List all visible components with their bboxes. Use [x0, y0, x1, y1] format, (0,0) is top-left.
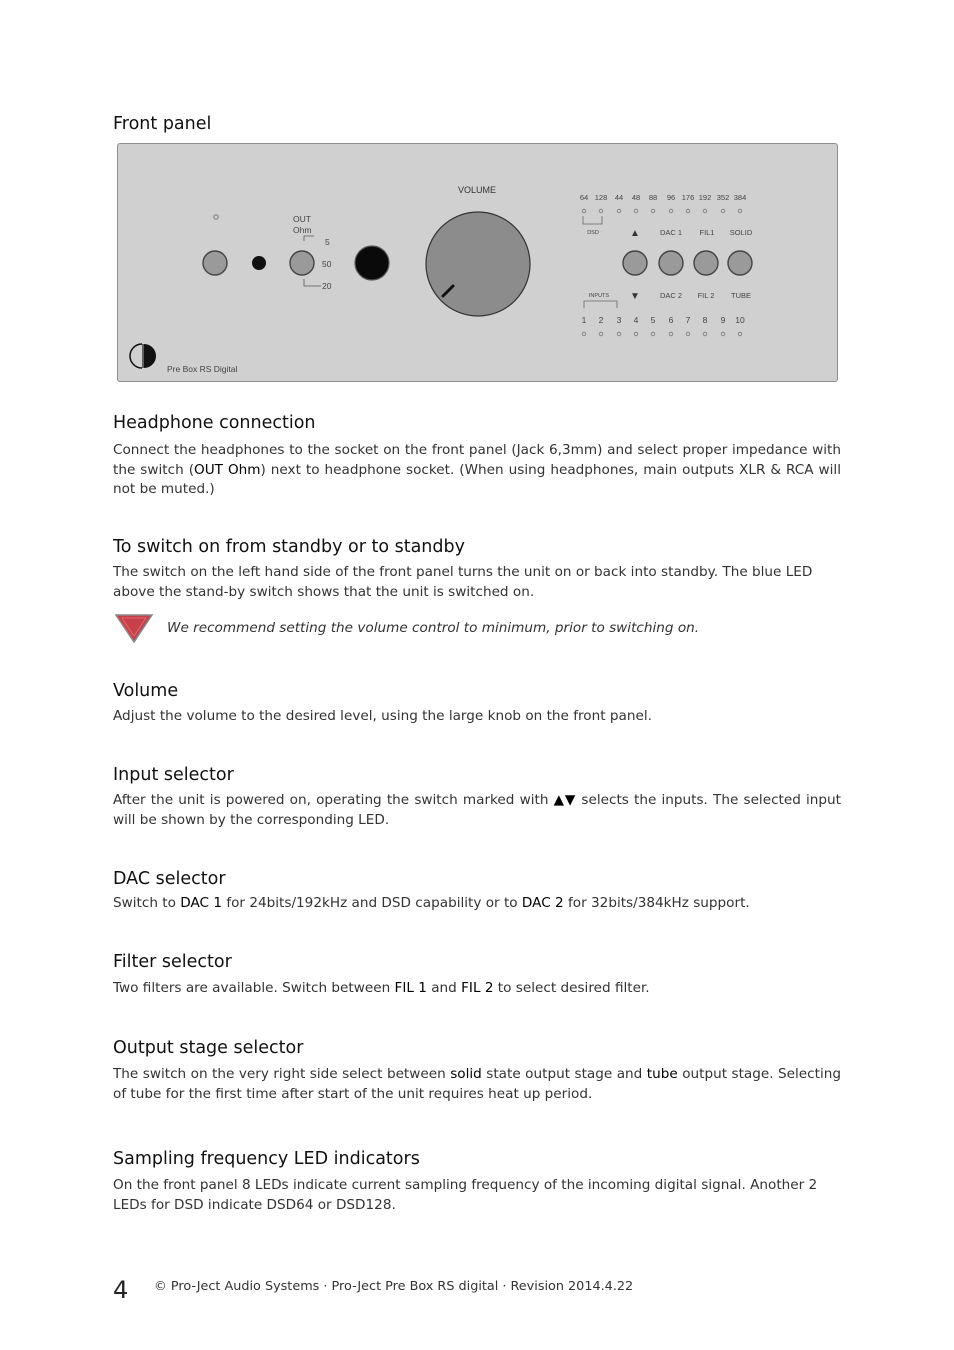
output-selector-button	[728, 251, 752, 275]
dac1-label: DAC 1	[659, 228, 683, 237]
freq-label-192: 192	[698, 193, 712, 202]
up-arrow-label: ▲	[630, 228, 640, 239]
input-number-4: 4	[633, 315, 639, 325]
tube-term: tube	[646, 1066, 678, 1082]
freq-label-88: 88	[648, 193, 658, 202]
fil1-term: FIL 1	[394, 980, 427, 996]
input-number-7: 7	[685, 315, 691, 325]
pro-ject-logo	[130, 344, 156, 368]
warning-icon	[115, 614, 155, 644]
input-number-3: 3	[616, 315, 622, 325]
ohm-label: Ohm	[293, 225, 312, 235]
input-number-9: 9	[720, 315, 726, 325]
page-number: 4	[113, 1276, 129, 1304]
solid-term: solid	[450, 1066, 482, 1082]
front-panel-illustration	[117, 143, 838, 382]
tube-label: TUBE	[730, 291, 752, 300]
fil1-label: FIL1	[699, 228, 715, 237]
ohm-value-50: 50	[322, 259, 332, 269]
standby-heading: To switch on from standby or to standby	[113, 537, 465, 557]
input-number-6: 6	[668, 315, 674, 325]
down-arrow-label: ▼	[630, 291, 640, 302]
dac-heading: DAC selector	[113, 869, 226, 889]
input-number-8: 8	[702, 315, 708, 325]
model-label: Pre Box RS Digital	[167, 364, 238, 374]
freq-label-48: 48	[631, 193, 641, 202]
input-number-1: 1	[581, 315, 587, 325]
headphone-text: Connect the headphones to the socket on the front panel (Jack 6,3mm) and select proper impedance with the switch (OUT Ohm) next to headphone socket. (When using headphones, main outputs XLR & RCA will not be muted.)	[113, 442, 841, 498]
footer-copyright: © Pro-Ject Audio Systems · Pro-Ject Pre Box RS digital · Revision 2014.4.22	[154, 1279, 634, 1294]
freq-label-64: 64	[579, 193, 589, 202]
out-ohm-term: OUT Ohm	[194, 461, 261, 478]
fil2-label: FIL 2	[697, 291, 715, 300]
freq-label-384: 384	[733, 193, 747, 202]
dac1-term: DAC 1	[180, 895, 222, 911]
dac-text: Switch to DAC 1 for 24bits/192kHz and DSD capability or to DAC 2 for 32bits/384kHz support.	[113, 895, 750, 911]
frequency-leds	[582, 209, 742, 213]
fil2-term: FIL 2	[461, 980, 494, 996]
solid-label: SOLID	[729, 228, 753, 237]
up-down-arrows-icon: ▲▼	[553, 792, 577, 808]
input-number-10: 10	[735, 315, 745, 325]
standby-text: The switch on the left hand side of the front panel turns the unit on or back into standby. The blue LED above the stand-by switch shows that the unit is switched on.	[113, 564, 813, 600]
power-led	[214, 215, 218, 219]
input-selector-button	[623, 251, 647, 275]
headphone-heading: Headphone connection	[113, 413, 316, 433]
input-leds	[582, 332, 742, 336]
freq-label-128: 128	[594, 193, 608, 202]
warning-note: We recommend setting the volume control to minimum, prior to switching on.	[167, 620, 700, 636]
filter-heading: Filter selector	[113, 952, 232, 972]
dac2-label: DAC 2	[659, 291, 683, 300]
ohm-value-5: 5	[325, 237, 330, 247]
input-heading: Input selector	[113, 765, 234, 785]
dsd-label: DSD	[587, 230, 599, 236]
filter-text: Two filters are available. Switch between FIL 1 and FIL 2 to select desired filter.	[113, 980, 650, 996]
output-heading: Output stage selector	[113, 1038, 304, 1058]
sampling-heading: Sampling frequency LED indicators	[113, 1149, 420, 1169]
front-panel-heading: Front panel	[113, 114, 212, 134]
ir-sensor	[355, 246, 389, 280]
input-number-2: 2	[598, 315, 604, 325]
freq-label-176: 176	[681, 193, 695, 202]
ohm-value-20: 20	[322, 281, 332, 291]
input-number-5: 5	[650, 315, 656, 325]
input-text: After the unit is powered on, operating the switch marked with ▲▼ selects the inputs. The selected input will be shown by the corresponding LED.	[113, 792, 841, 828]
dac-selector-button	[659, 251, 683, 275]
dac2-term: DAC 2	[521, 895, 564, 911]
output-text: The switch on the very right side select between solid state output stage and tube output stage. Selecting of tube for the first time after start of the unit requires heat up period.	[113, 1066, 841, 1102]
freq-label-44: 44	[614, 193, 624, 202]
out-label: OUT	[293, 214, 311, 224]
sampling-text: On the front panel 8 LEDs indicate current sampling frequency of the incoming digital signal. Another 2 LEDs for DSD indicate DSD64 or DSD128.	[113, 1177, 818, 1213]
volume-label: VOLUME	[458, 185, 497, 195]
volume-text: Adjust the volume to the desired level, using the large knob on the front panel.	[113, 708, 652, 724]
filter-selector-button	[694, 251, 718, 275]
inputs-label: INPUTS	[588, 293, 610, 299]
ohm-switch	[290, 251, 314, 275]
headphone-jack	[252, 256, 266, 270]
volume-knob	[426, 212, 530, 316]
freq-label-352: 352	[716, 193, 730, 202]
volume-heading: Volume	[113, 681, 179, 701]
freq-label-96: 96	[666, 193, 676, 202]
standby-switch	[203, 251, 227, 275]
